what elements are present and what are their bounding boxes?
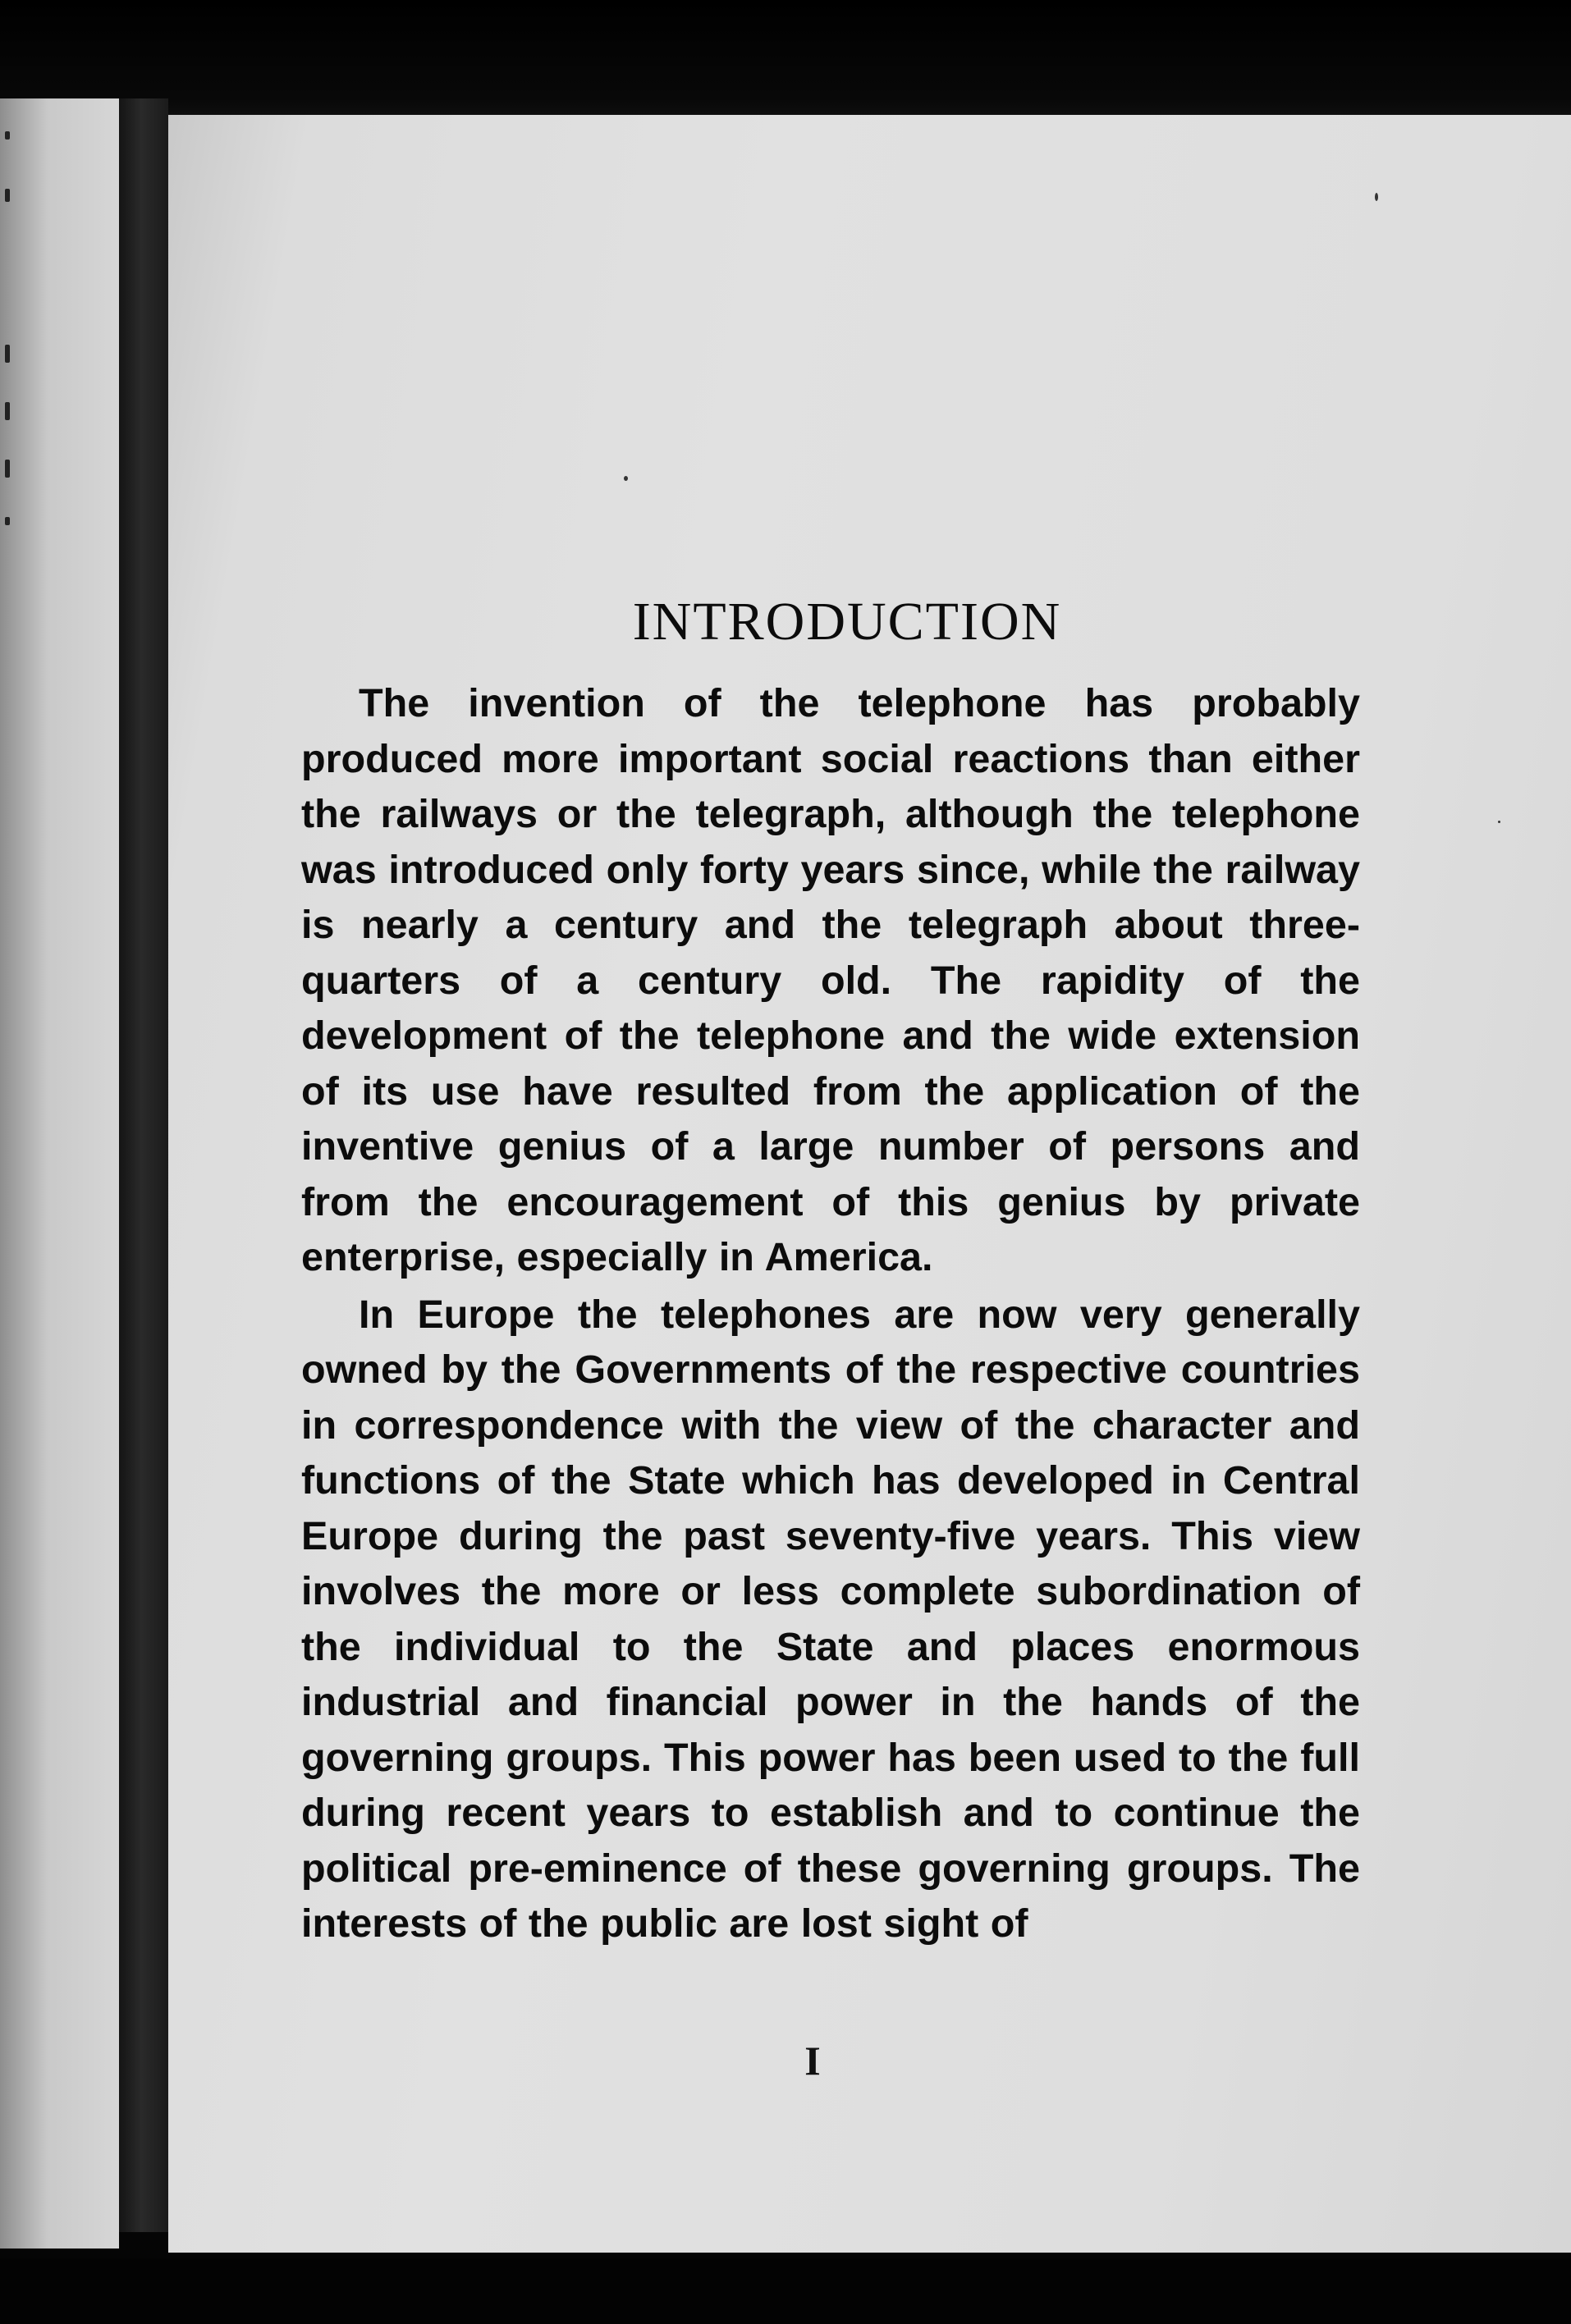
book-gutter-shadow <box>119 98 168 2232</box>
paper-speck <box>1375 193 1378 201</box>
paper-speck <box>1498 821 1500 823</box>
previous-page-text-fragment <box>5 460 10 478</box>
previous-page-text-fragment <box>5 131 10 140</box>
scan-top-border <box>0 0 1571 123</box>
previous-page-edge <box>0 98 119 2249</box>
previous-page-text-fragment <box>5 189 10 202</box>
previous-page-text-fragment <box>5 517 10 525</box>
previous-page-text-fragment <box>5 402 10 420</box>
page-text-block <box>301 591 1360 1952</box>
paper-speck <box>624 476 628 481</box>
chapter-title: INTRODUCTION <box>632 592 1062 652</box>
body-paragraph: In Europe the telephones are now very generally owned by the Governments of the respective countries in correspondence with the view of the character and functions of the State which has developed in Central Europe during the past seventy-five years. This view involves the more or less complete subordination of the individual to the State and places enormous industrial and financial power in the hands of the governing groups. This power has been used to the full during recent years to establish and to continue the political pre-eminence of these governing groups. The interests of the public are lost sight of <box>301 1292 1360 1946</box>
scan-bottom-border <box>0 2258 1571 2324</box>
body-paragraph: The invention of the telephone has probably produced more important social reactions than either the railways or the telegraph, although the telephone was introduced only forty years since, while the railway is nearly a century and the telegraph about three-quarters of a century old. The rapidity of the development of the telephone and the wide extension of its use have resulted from the application of the inventive genius of a large number of persons and from the encouragement of this genius by private enterprise, especially in America. <box>301 681 1360 1279</box>
page-number: I <box>804 2038 821 2084</box>
previous-page-text-fragment <box>5 345 10 363</box>
